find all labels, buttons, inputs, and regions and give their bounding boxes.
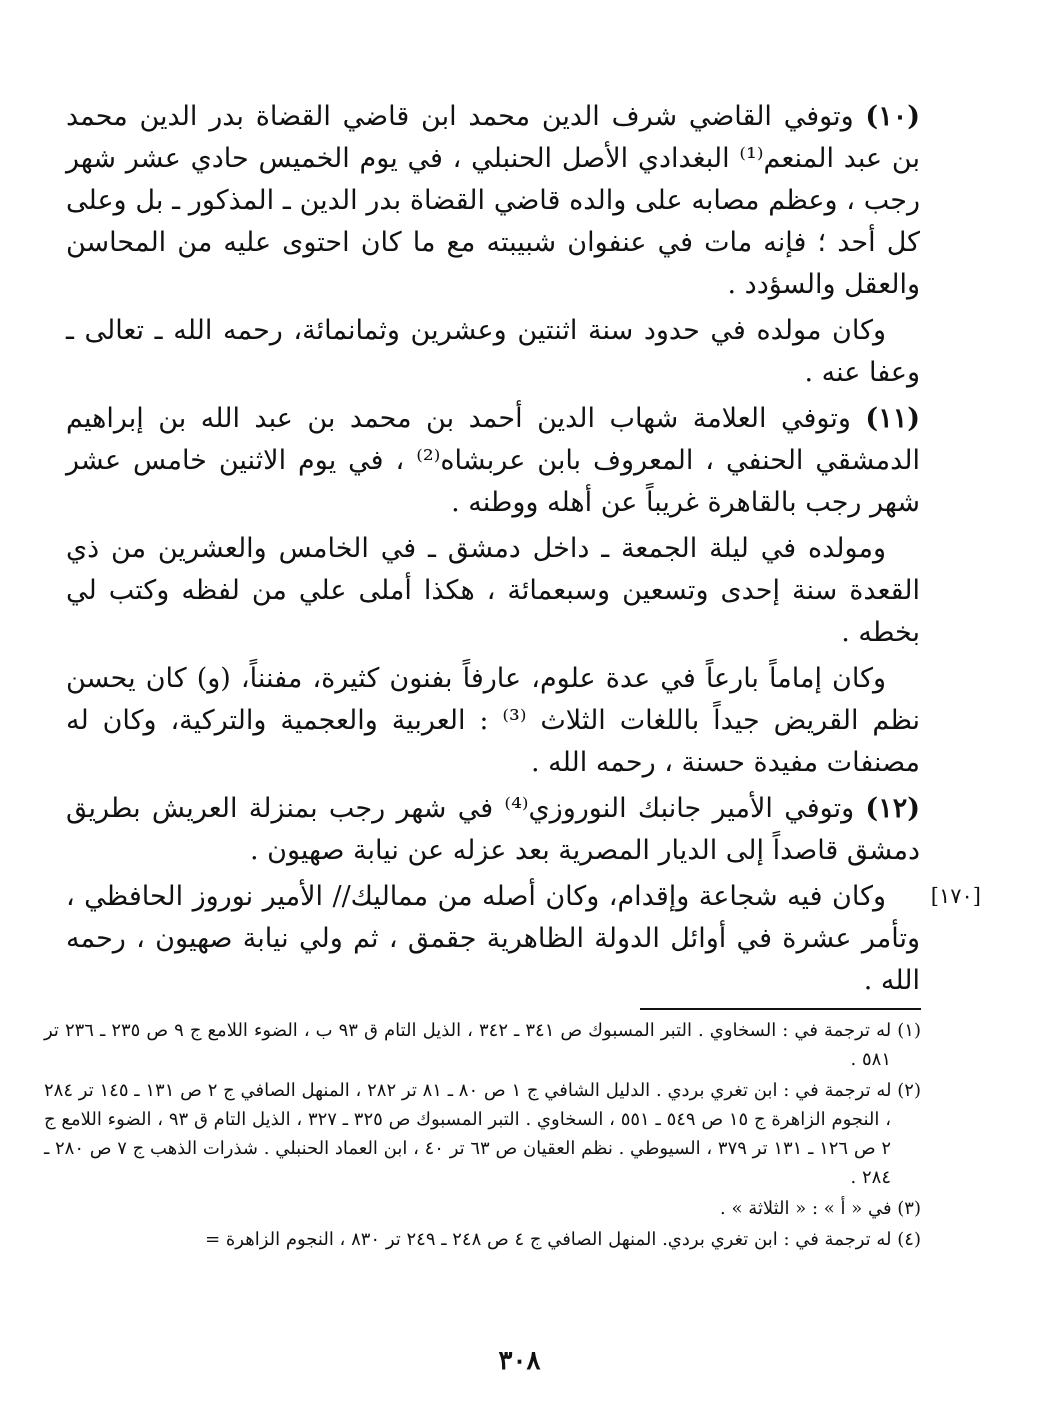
paragraph-text: وتوفي الأمير جانبك النوروزي⁽⁴⁾ في شهر رجب بمنزلة العريش بطريق دمشق قاصداً إلى الديار المصرية بعد عزله عن نيابة صهيون .: [66, 793, 920, 866]
paragraph-text: وتوفي العلامة شهاب الدين أحمد بن محمد بن عبد الله بن إبراهيم الدمشقي الحنفي ، المعروف بابن عربشاه⁽²⁾ ، في يوم الاثنين خامس عشر شهر رجب بالقاهرة غريباً عن أهله ووطنه .: [66, 403, 920, 518]
paragraph-10: [66, 96, 920, 306]
paragraph-biography-12: [66, 876, 920, 1002]
paragraph-text: وكان إماماً بارعاً في عدة علوم، عارفاً بفنون كثيرة، مفنناً، (و) كان يحسن نظم القريض جيداً باللغات الثلاث ⁽³⁾ : العربية والعجمية والتركية، وكان له مصنفات مفيدة حسنة ، رحمه الله .: [66, 663, 920, 778]
paragraph-birth-10: [66, 310, 920, 394]
footnote-4: (٤) له ترجمة في : ابن تغري بردي. المنهل الصافي ج ٤ ص ٢٤٨ ـ ٢٤٩ تر ٨٣٠ ، النجوم الزاهرة =: [205, 1229, 921, 1250]
paragraph-text: ومولده في ليلة الجمعة ـ داخل دمشق ـ في الخامس والعشرين من ذي القعدة سنة إحدى وتسعين وسبعمائة ، هكذا أملى علي من لفظه وكتب لي بخطه .: [66, 533, 920, 648]
paragraph-scholarship-11: [66, 658, 920, 784]
footnote-3: (٣) في « أ » : « الثلاثة » .: [720, 1198, 921, 1219]
paragraph-birth-11: [66, 528, 920, 654]
entry-number: (١٢): [865, 793, 920, 824]
footnotes: [44, 1016, 921, 1256]
paragraph-11: [66, 398, 920, 524]
manuscript-folio-marker: [١٧٠]: [930, 884, 981, 908]
paragraph-text: وكان مولده في حدود سنة اثنتين وعشرين وثمانمائة، رحمه الله ـ تعالى ـ وعفا عنه .: [66, 315, 920, 388]
body-text: [66, 96, 920, 1006]
paragraph-text: وتوفي القاضي شرف الدين محمد ابن قاضي القضاة بدر الدين محمد بن عبد المنعم⁽¹⁾ البغدادي الأصل الحنبلي ، في يوم الخميس حادي عشر شهر رجب ، وعظم مصابه على والده قاضي القضاة بدر الدين ـ المذكور ـ بل وعلى كل أحد ؛ فإنه مات في عنفوان شبيبته مع ما كان احتوى عليه من المحاسن والعقل والسؤدد .: [66, 101, 920, 300]
footnote-1: (١) له ترجمة في : السخاوي . التبر المسبوك ص ٣٤١ ـ ٣٤٢ ، الذيل التام ق ٩٣ ب ، الضوء اللامع ج ٩ ص ٢٣٥ ـ ٢٣٦ تر ٥٨١ .: [44, 1020, 921, 1070]
paragraph-text: وكان فيه شجاعة وإقدام، وكان أصله من مماليك// الأمير نوروز الحافظي ، وتأمر عشرة في أوائل الدولة الظاهرية جقمق ، ثم ولي نيابة صهيون ، رحمه الله .: [66, 881, 920, 996]
paragraph-12: [66, 788, 920, 872]
footnote-2: (٢) له ترجمة في : ابن تغري بردي . الدليل الشافي ج ١ ص ٨٠ ـ ٨١ تر ٢٨٢ ، المنهل الصافي ج ٢ ص ١٣١ ـ ١٤٥ تر ٢٨٤ ، النجوم الزاهرة ج ١٥ ص ٥٤٩ ـ ٥٥١ ، السخاوي . التبر المسبوك ص ٣٢٥ ـ ٣٢٧ ، الذيل التام ق ٩٣ ، الضوء اللامع ج ٢ ص ١٢٦ ـ ١٣١ تر ٣٧٩ ، السيوطي . نظم العقيان ص ٦٣ تر ٤٠ ، ابن العماد الحنبلي . شذرات الذهب ج ٧ ص ٢٨٠ ـ ٢٨٤ .: [44, 1080, 921, 1188]
entry-number: (١١): [865, 403, 920, 434]
entry-number: (١٠): [865, 101, 920, 132]
footnote-divider: [640, 1008, 921, 1010]
page-number: ٣٠٨: [498, 1346, 541, 1376]
